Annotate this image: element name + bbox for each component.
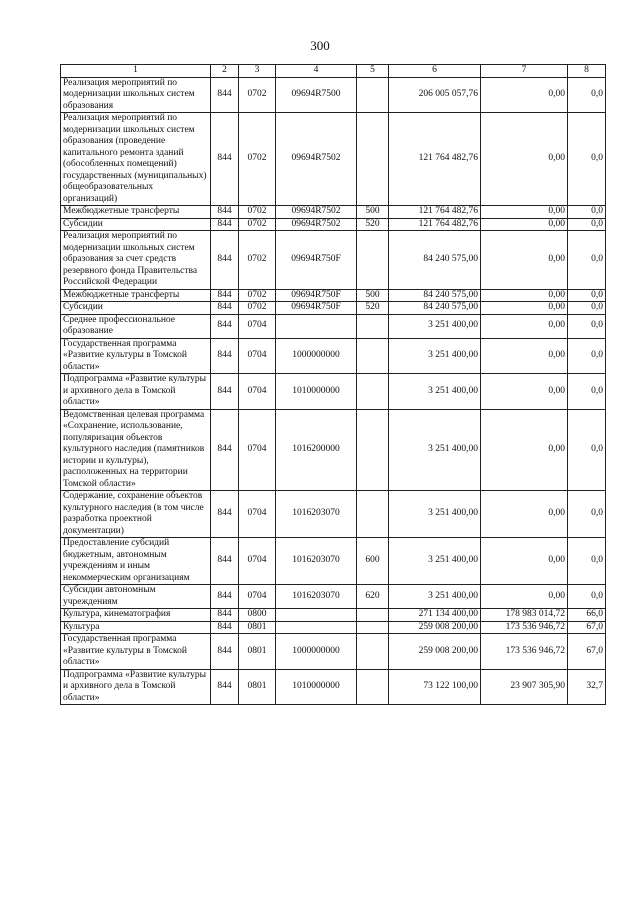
- cell-name: Государственная программа «Развитие культуры в Томской области»: [61, 634, 211, 670]
- cell-executed: 0,00: [481, 302, 568, 315]
- cell-section: 0702: [239, 218, 276, 231]
- cell-percent: 67,0: [568, 634, 606, 670]
- cell-executed: 173 536 946,72: [481, 634, 568, 670]
- cell-grbs: 844: [211, 538, 239, 585]
- table-row: [61, 585, 606, 609]
- cell-section: 0702: [239, 231, 276, 290]
- cell-grbs: 844: [211, 669, 239, 705]
- cell-executed: 0,00: [481, 491, 568, 538]
- cell-target: [276, 621, 357, 634]
- cell-executed: 0,00: [481, 77, 568, 113]
- cell-name: Подпрограмма «Развитие культуры и архивного дела в Томской области»: [61, 669, 211, 705]
- cell-vr: [357, 634, 389, 670]
- cell-vr: [357, 609, 389, 622]
- cell-grbs: 844: [211, 409, 239, 491]
- cell-grbs: 844: [211, 585, 239, 609]
- cell-grbs: 844: [211, 289, 239, 302]
- cell-grbs: 844: [211, 338, 239, 374]
- cell-percent: 0,0: [568, 206, 606, 219]
- cell-amount: 3 251 400,00: [389, 374, 481, 410]
- cell-executed: 23 907 305,90: [481, 669, 568, 705]
- cell-section: 0702: [239, 113, 276, 206]
- cell-percent: 67,0: [568, 621, 606, 634]
- cell-target: 1016200000: [276, 409, 357, 491]
- table-row: [61, 113, 606, 206]
- cell-vr: 620: [357, 585, 389, 609]
- cell-name: Межбюджетные трансферты: [61, 289, 211, 302]
- cell-percent: 0,0: [568, 374, 606, 410]
- cell-percent: 0,0: [568, 113, 606, 206]
- cell-executed: 0,00: [481, 289, 568, 302]
- cell-grbs: 844: [211, 609, 239, 622]
- cell-section: 0704: [239, 338, 276, 374]
- cell-executed: 0,00: [481, 409, 568, 491]
- cell-percent: 0,0: [568, 77, 606, 113]
- cell-target: [276, 609, 357, 622]
- cell-section: 0800: [239, 609, 276, 622]
- cell-vr: 500: [357, 206, 389, 219]
- cell-percent: 0,0: [568, 289, 606, 302]
- cell-vr: 520: [357, 302, 389, 315]
- cell-amount: 3 251 400,00: [389, 585, 481, 609]
- cell-vr: [357, 314, 389, 338]
- cell-percent: 66,0: [568, 609, 606, 622]
- cell-target: 1010000000: [276, 374, 357, 410]
- cell-amount: 121 764 482,76: [389, 218, 481, 231]
- cell-section: 0702: [239, 289, 276, 302]
- cell-amount: 84 240 575,00: [389, 231, 481, 290]
- cell-target: 09694R7500: [276, 77, 357, 113]
- cell-vr: [357, 409, 389, 491]
- cell-name: Среднее профессиональное образование: [61, 314, 211, 338]
- cell-target: 1016203070: [276, 585, 357, 609]
- cell-grbs: 844: [211, 374, 239, 410]
- cell-section: 0702: [239, 206, 276, 219]
- cell-name: Предоставление субсидий бюджетным, автономным учреждениям и иным некоммерческим организациям: [61, 538, 211, 585]
- column-header: 4: [276, 65, 357, 78]
- cell-vr: [357, 621, 389, 634]
- table-row: [61, 77, 606, 113]
- cell-section: 0801: [239, 621, 276, 634]
- page-number: 300: [310, 38, 330, 53]
- table-row: [61, 289, 606, 302]
- cell-section: 0702: [239, 302, 276, 315]
- cell-grbs: 844: [211, 77, 239, 113]
- cell-section: 0704: [239, 491, 276, 538]
- cell-target: 1010000000: [276, 669, 357, 705]
- cell-name: Культура: [61, 621, 211, 634]
- cell-vr: [357, 669, 389, 705]
- cell-section: 0704: [239, 314, 276, 338]
- table-row: [61, 206, 606, 219]
- cell-vr: [357, 113, 389, 206]
- table-row: [61, 231, 606, 290]
- cell-name: Ведомственная целевая программа «Сохранение, использование, популяризация объектов культурного наследия (памятников истории и культуры), расположенных на территории Томской области»: [61, 409, 211, 491]
- cell-executed: 0,00: [481, 314, 568, 338]
- cell-executed: 0,00: [481, 538, 568, 585]
- cell-grbs: 844: [211, 206, 239, 219]
- table-row: [61, 374, 606, 410]
- cell-section: 0704: [239, 585, 276, 609]
- cell-target: 09694R750F: [276, 289, 357, 302]
- table-row: [61, 491, 606, 538]
- cell-executed: 178 983 014,72: [481, 609, 568, 622]
- cell-section: 0704: [239, 374, 276, 410]
- cell-amount: 121 764 482,76: [389, 113, 481, 206]
- cell-target: 09694R7502: [276, 218, 357, 231]
- cell-grbs: 844: [211, 491, 239, 538]
- cell-percent: 32,7: [568, 669, 606, 705]
- cell-vr: 500: [357, 289, 389, 302]
- cell-grbs: 844: [211, 634, 239, 670]
- budget-table: [60, 64, 606, 705]
- cell-target: 09694R7502: [276, 206, 357, 219]
- cell-amount: 206 005 057,76: [389, 77, 481, 113]
- cell-amount: 3 251 400,00: [389, 314, 481, 338]
- cell-name: Содержание, сохранение объектов культурного наследия (в том числе разработка проектной документации): [61, 491, 211, 538]
- table-row: [61, 621, 606, 634]
- cell-name: Субсидии: [61, 302, 211, 315]
- cell-target: [276, 314, 357, 338]
- cell-grbs: 844: [211, 218, 239, 231]
- cell-target: 09694R7502: [276, 113, 357, 206]
- column-header: 6: [389, 65, 481, 78]
- cell-amount: 259 008 200,00: [389, 621, 481, 634]
- table-row: [61, 538, 606, 585]
- cell-percent: 0,0: [568, 302, 606, 315]
- table-row: [61, 302, 606, 315]
- column-header: 5: [357, 65, 389, 78]
- cell-name: Субсидии: [61, 218, 211, 231]
- cell-amount: 259 008 200,00: [389, 634, 481, 670]
- cell-amount: 3 251 400,00: [389, 409, 481, 491]
- column-header: 8: [568, 65, 606, 78]
- cell-amount: 3 251 400,00: [389, 338, 481, 374]
- cell-name: Реализация мероприятий по модернизации школьных систем образования за счет средств резервного фонда Правительства Российской Федерации: [61, 231, 211, 290]
- column-header: 2: [211, 65, 239, 78]
- cell-vr: [357, 231, 389, 290]
- column-header: 3: [239, 65, 276, 78]
- cell-executed: 0,00: [481, 338, 568, 374]
- cell-percent: 0,0: [568, 538, 606, 585]
- cell-target: 09694R750F: [276, 231, 357, 290]
- cell-section: 0702: [239, 77, 276, 113]
- cell-amount: 84 240 575,00: [389, 289, 481, 302]
- cell-grbs: 844: [211, 113, 239, 206]
- cell-name: Субсидии автономным учреждениям: [61, 585, 211, 609]
- cell-amount: 121 764 482,76: [389, 206, 481, 219]
- table-row: [61, 218, 606, 231]
- cell-target: 1016203070: [276, 491, 357, 538]
- cell-section: 0704: [239, 538, 276, 585]
- cell-section: 0801: [239, 669, 276, 705]
- cell-vr: 520: [357, 218, 389, 231]
- column-header: 1: [61, 65, 211, 78]
- cell-executed: 0,00: [481, 231, 568, 290]
- cell-section: 0704: [239, 409, 276, 491]
- cell-percent: 0,0: [568, 585, 606, 609]
- cell-amount: 3 251 400,00: [389, 538, 481, 585]
- cell-name: Государственная программа «Развитие культуры в Томской области»: [61, 338, 211, 374]
- cell-percent: 0,0: [568, 409, 606, 491]
- cell-section: 0801: [239, 634, 276, 670]
- cell-executed: 0,00: [481, 113, 568, 206]
- cell-percent: 0,0: [568, 314, 606, 338]
- cell-name: Межбюджетные трансферты: [61, 206, 211, 219]
- cell-vr: [357, 491, 389, 538]
- cell-percent: 0,0: [568, 231, 606, 290]
- table-row: [61, 409, 606, 491]
- cell-percent: 0,0: [568, 338, 606, 374]
- cell-executed: 0,00: [481, 374, 568, 410]
- cell-amount: 3 251 400,00: [389, 491, 481, 538]
- cell-grbs: 844: [211, 314, 239, 338]
- table-row: [61, 338, 606, 374]
- cell-target: 09694R750F: [276, 302, 357, 315]
- table-row: [61, 314, 606, 338]
- cell-name: Культура, кинематография: [61, 609, 211, 622]
- cell-target: 1000000000: [276, 338, 357, 374]
- cell-vr: [357, 374, 389, 410]
- cell-amount: 271 134 400,00: [389, 609, 481, 622]
- cell-grbs: 844: [211, 231, 239, 290]
- cell-name: Реализация мероприятий по модернизации школьных систем образования (проведение капитального ремонта зданий (обособленных помещений) государственных (муниципальных) общеобразовательных организаций): [61, 113, 211, 206]
- cell-vr: 600: [357, 538, 389, 585]
- cell-percent: 0,0: [568, 218, 606, 231]
- table-row: [61, 609, 606, 622]
- cell-amount: 84 240 575,00: [389, 302, 481, 315]
- column-header: 7: [481, 65, 568, 78]
- cell-amount: 73 122 100,00: [389, 669, 481, 705]
- cell-executed: 0,00: [481, 585, 568, 609]
- table-row: [61, 669, 606, 705]
- cell-executed: 0,00: [481, 218, 568, 231]
- table-header-row: [61, 65, 606, 78]
- cell-target: 1016203070: [276, 538, 357, 585]
- cell-target: 1000000000: [276, 634, 357, 670]
- cell-vr: [357, 77, 389, 113]
- cell-executed: 173 536 946,72: [481, 621, 568, 634]
- cell-name: Реализация мероприятий по модернизации школьных систем образования: [61, 77, 211, 113]
- cell-grbs: 844: [211, 621, 239, 634]
- cell-name: Подпрограмма «Развитие культуры и архивного дела в Томской области»: [61, 374, 211, 410]
- cell-executed: 0,00: [481, 206, 568, 219]
- cell-grbs: 844: [211, 302, 239, 315]
- cell-vr: [357, 338, 389, 374]
- cell-percent: 0,0: [568, 491, 606, 538]
- table-row: [61, 634, 606, 670]
